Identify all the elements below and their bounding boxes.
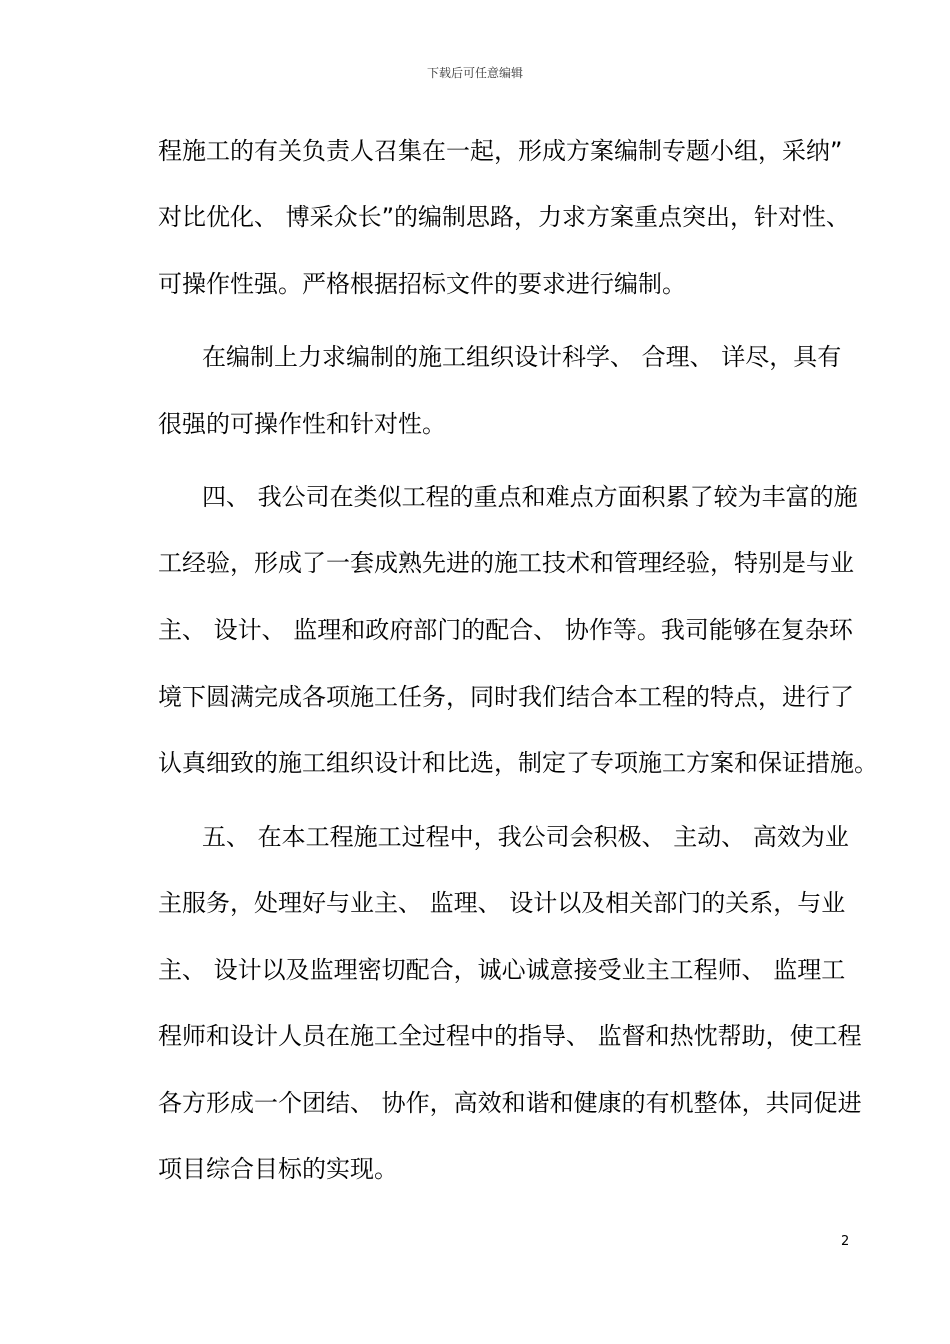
page-number: 2	[841, 1234, 850, 1249]
text-line-6: 四、 我公司在类似工程的重点和难点方面积累了较为丰富的施	[202, 483, 858, 511]
text-line-16: 项目综合目标的实现。	[158, 1155, 398, 1183]
text-line-12: 主服务，处理好与业主、 监理、 设计以及相关部门的关系，与业	[158, 889, 846, 917]
text-line-7: 工经验，形成了一套成熟先进的施工技术和管理经验，特别是与业	[158, 549, 854, 577]
text-line-10: 认真细致的施工组织设计和比选，制定了专项施工方案和保证措施。	[158, 749, 878, 777]
text-line-15: 各方形成一个团结、 协作，高效和谐和健康的有机整体，共同促进	[158, 1089, 862, 1117]
text-line-8: 主、 设计、 监理和政府部门的配合、 协作等。我司能够在复杂环	[158, 616, 853, 644]
text-line-13: 主、 设计以及监理密切配合，诚心诚意接受业主工程师、 监理工	[158, 956, 846, 984]
text-line-4: 在编制上力求编制的施工组织设计科学、 合理、 详尽，具有	[202, 343, 842, 371]
text-line-2: 对比优化、 博采众长”的编制思路，力求方案重点突出，针对性、	[158, 203, 851, 231]
page-header: 下载后可任意编辑	[426, 66, 523, 80]
text-line-3: 可操作性强。严格根据招标文件的要求进行编制。	[158, 270, 686, 298]
text-line-9: 境下圆满完成各项施工任务，同时我们结合本工程的特点，进行了	[158, 683, 854, 711]
text-line-11: 五、 在本工程施工过程中，我公司会积极、 主动、 高效为业	[202, 823, 849, 851]
text-line-14: 程师和设计人员在施工全过程中的指导、 监督和热忱帮助，使工程	[158, 1022, 862, 1050]
text-line-5: 很强的可操作性和针对性。	[158, 410, 446, 438]
text-line-1: 程施工的有关负责人召集在一起，形成方案编制专题小组，采纳”	[158, 137, 843, 165]
